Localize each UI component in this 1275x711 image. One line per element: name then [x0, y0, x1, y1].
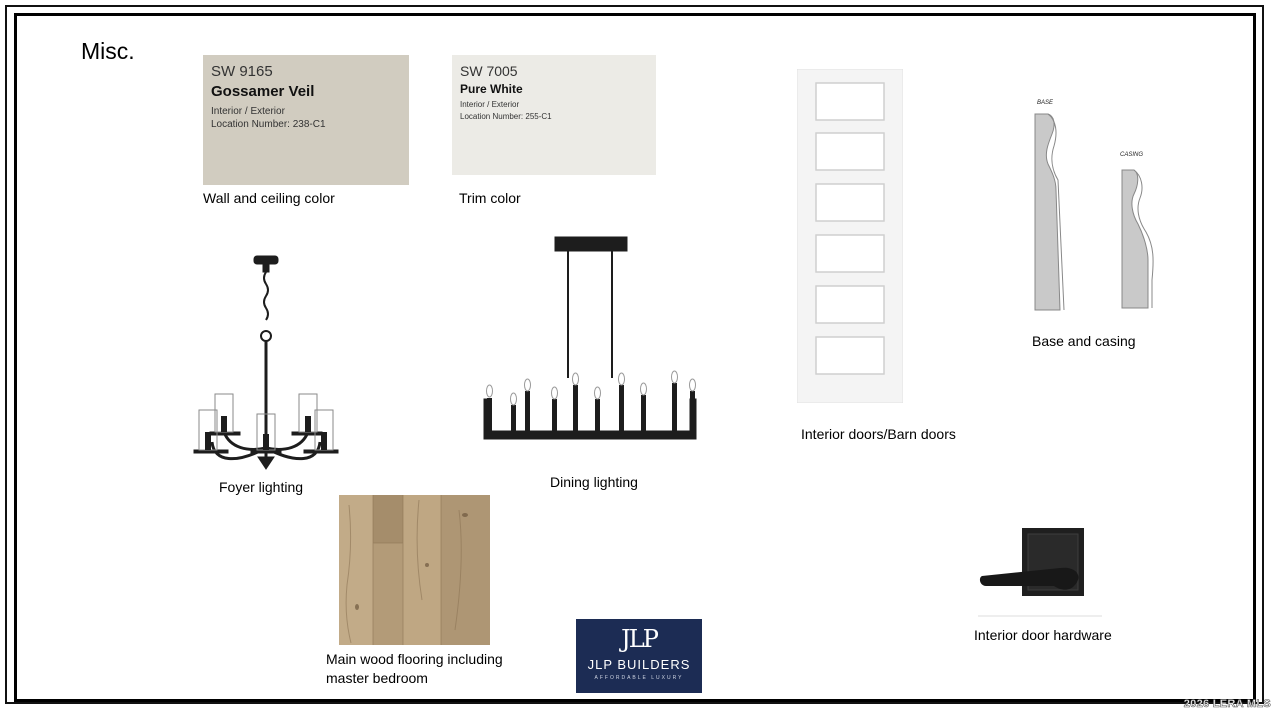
trim-color-caption: Trim color [459, 190, 521, 206]
jlp-builders-logo [576, 619, 702, 693]
wall-color-caption: Wall and ceiling color [203, 190, 335, 206]
base-casing-profile-image [1030, 110, 1160, 320]
paint-swatch-wall [203, 55, 409, 185]
casing-profile-label: CASING [1120, 152, 1144, 158]
paint-name: Gossamer Veil [211, 83, 315, 100]
paint-code: SW 9165 [211, 63, 273, 80]
base-profile-label: BASE [1037, 100, 1054, 106]
base-casing-caption: Base and casing [1032, 333, 1136, 349]
paint-name: Pure White [460, 82, 523, 96]
wood-flooring-image [339, 495, 490, 645]
logo-mark: JLP [621, 625, 657, 653]
dining-lighting-caption: Dining lighting [550, 474, 638, 490]
interior-door-image [797, 69, 903, 403]
wood-flooring-caption-line2: master bedroom [326, 670, 428, 686]
paint-code: SW 7005 [460, 63, 518, 79]
paint-swatch-trim [452, 55, 656, 175]
interior-doors-caption: Interior doors/Barn doors [801, 426, 956, 442]
wood-flooring-caption [326, 650, 503, 688]
paint-use: Interior / Exterior [211, 106, 285, 117]
logo-tagline: AFFORDABLE LUXURY [594, 675, 684, 681]
page-title: Misc. [81, 38, 135, 64]
foyer-chandelier-image [186, 252, 346, 474]
foyer-lighting-caption: Foyer lighting [219, 479, 304, 495]
door-hardware-caption: Interior door hardware [974, 627, 1112, 643]
paint-use: Interior / Exterior [460, 100, 520, 109]
logo-name: JLP BUILDERS [587, 657, 691, 672]
door-lever-image [978, 524, 1102, 620]
wood-flooring-caption-line1: Main wood flooring including [326, 651, 503, 667]
watermark: 2026 LERA MLS [1183, 698, 1271, 710]
paint-location: Location Number: 255-C1 [460, 112, 552, 121]
paint-location: Location Number: 238-C1 [211, 119, 326, 130]
dining-chandelier-image [480, 233, 700, 453]
